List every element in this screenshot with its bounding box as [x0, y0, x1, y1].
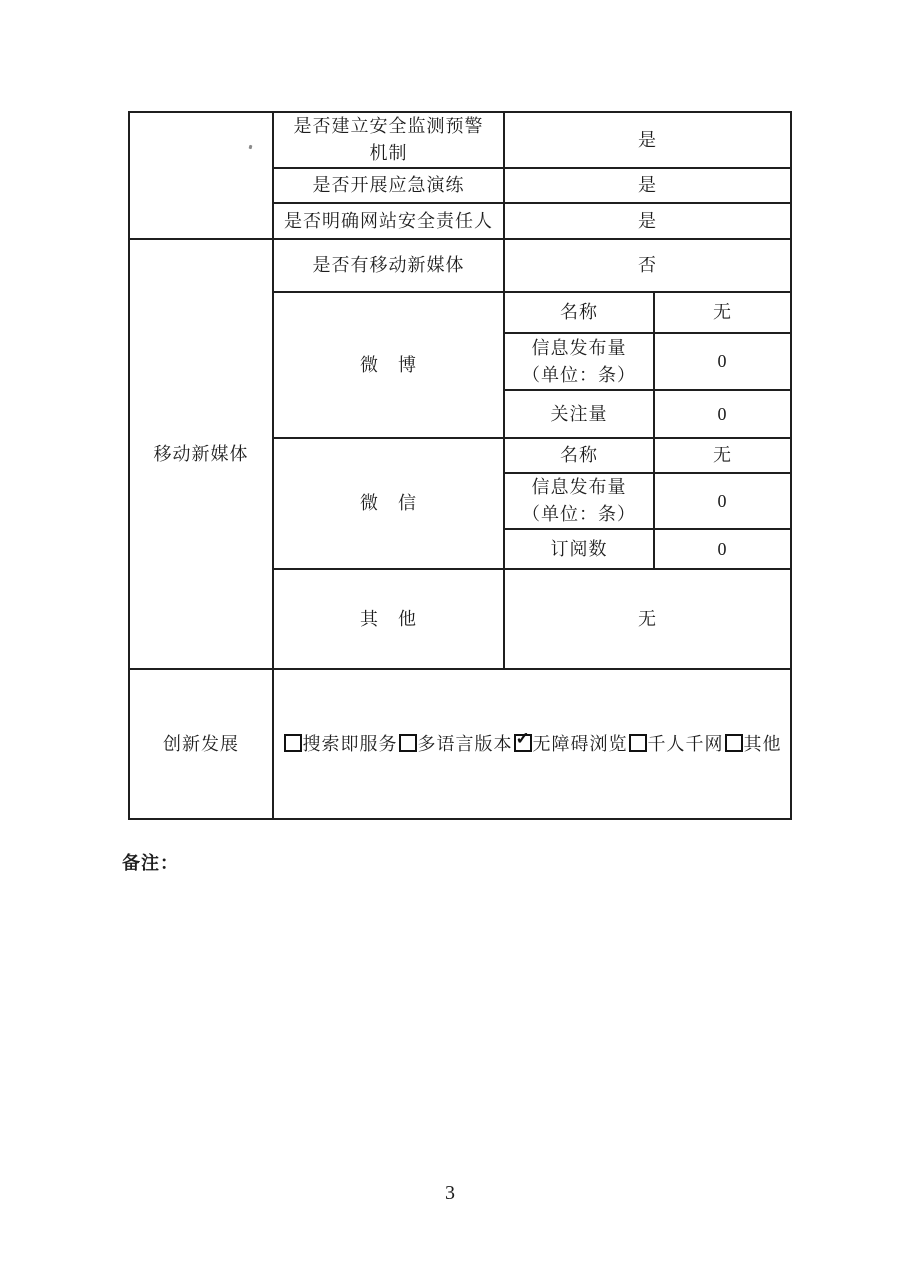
checkbox-unchecked-icon[interactable] — [399, 734, 417, 752]
weibo-followers-label: 关注量 — [504, 390, 654, 438]
page-number: 3 — [445, 1182, 455, 1204]
other-media-label: 其 他 — [273, 569, 504, 669]
innovation-option-label: 搜索即服务 — [302, 733, 398, 754]
checkbox-checked-icon[interactable] — [514, 734, 532, 752]
innovation-cell — [273, 669, 791, 819]
table-row — [129, 112, 791, 168]
weibo-followers-value: 0 — [654, 390, 791, 438]
has-mobile-media-label: 是否有移动新媒体 — [273, 239, 504, 292]
checkbox-unchecked-icon[interactable] — [725, 734, 743, 752]
security-q2-value: 是 — [504, 168, 791, 203]
section-cell-innovation: 创新发展 — [129, 669, 273, 819]
weibo-posts-value: 0 — [654, 333, 791, 390]
innovation-option-label: 其他 — [743, 733, 782, 754]
section-cell-mobile-media: 移动新媒体 — [129, 239, 273, 669]
wechat-label: 微 信 — [273, 438, 504, 569]
checkbox-unchecked-icon[interactable] — [629, 734, 647, 752]
wechat-posts-label: 信息发布量 （单位：条） — [504, 473, 654, 529]
innovation-option-label: 千人千网 — [647, 733, 724, 754]
report-table — [128, 111, 792, 820]
security-q2-label: 是否开展应急演练 — [273, 168, 504, 203]
wechat-posts-value: 0 — [654, 473, 791, 529]
security-q1-value: 是 — [504, 112, 791, 168]
innovation-options — [283, 734, 782, 754]
table-row — [129, 239, 791, 292]
security-q3-value: 是 — [504, 203, 791, 239]
wechat-name-label: 名称 — [504, 438, 654, 473]
wechat-subscribers-label: 订阅数 — [504, 529, 654, 569]
security-q1-label: 是否建立安全监测预警 机制 — [273, 112, 504, 168]
has-mobile-media-value: 否 — [504, 239, 791, 292]
section-cell-blank — [129, 112, 273, 239]
weibo-posts-label: 信息发布量 （单位：条） — [504, 333, 654, 390]
wechat-name-value: 无 — [654, 438, 791, 473]
table-row — [129, 669, 791, 819]
notes-label: 备注： — [122, 853, 179, 873]
checkbox-unchecked-icon[interactable] — [284, 734, 302, 752]
other-media-value: 无 — [504, 569, 791, 669]
wechat-subscribers-value: 0 — [654, 529, 791, 569]
innovation-option-label: 多语言版本 — [417, 733, 513, 754]
weibo-name-value: 无 — [654, 292, 791, 333]
weibo-name-label: 名称 — [504, 292, 654, 333]
security-q3-label: 是否明确网站安全责任人 — [273, 203, 504, 239]
innovation-option-label: 无障碍浏览 — [532, 733, 628, 754]
weibo-label: 微 博 — [273, 292, 504, 438]
